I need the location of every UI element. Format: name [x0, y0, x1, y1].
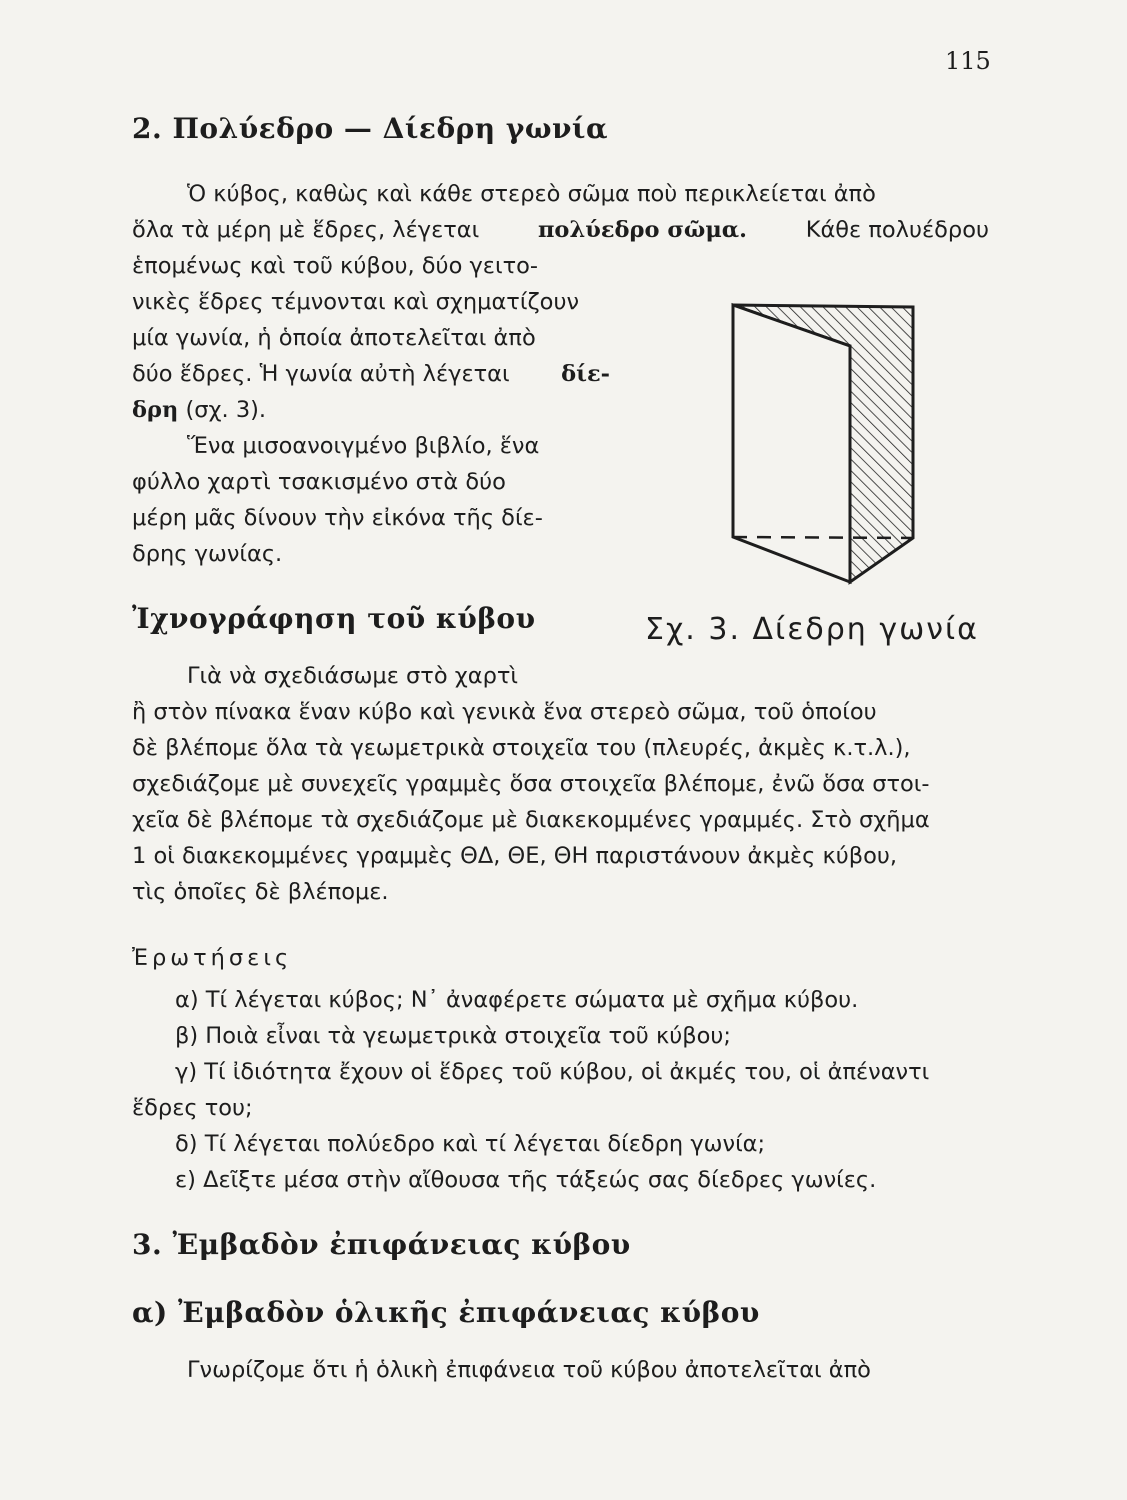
- section-2-p1-line3: ἑπομένως καὶ τοῦ κύβου, δύο γειτο-: [132, 253, 539, 279]
- text-line: δύο ἕδρες. Ἡ γωνία αὐτὴ λέγεται: [132, 361, 510, 387]
- text-line: Κάθε πολυέδρου: [805, 217, 989, 243]
- section-2-p1-line6: [132, 360, 610, 388]
- figure-caption: Σχ. 3. Δίεδρη γωνία: [645, 612, 979, 647]
- section-2-p1-line1: [187, 180, 989, 208]
- term-dihedral-2: δρη: [132, 397, 179, 423]
- question-c-line1: γ) Τί ἰδιότητα ἔχουν οἱ ἕδρες τοῦ κύβου, οἱ ἀκμές του, οἱ ἀπέναντι: [175, 1059, 930, 1085]
- section-2-p2-line2: φύλλο χαρτὶ τσακισμένο στὰ δύο: [132, 469, 506, 495]
- text-line: (σχ. 3).: [185, 397, 267, 423]
- section-2-p1-line7: [132, 396, 266, 424]
- question-c-line2: ἕδρες του;: [132, 1095, 253, 1121]
- section-2-p2-line1: Ἕνα μισοανοιγμένο βιβλίο, ἕνα: [187, 433, 540, 459]
- drawing-line7: τὶς ὁποῖες δὲ βλέπομε.: [132, 879, 389, 905]
- drawing-line3: δὲ βλέπομε ὅλα τὰ γεωμετρικὰ στοιχεῖα του (πλευρές, ἀκμὲς κ.τ.λ.),: [132, 735, 911, 761]
- text-line: Ὁ κύβος, καθὼς καὶ κάθε στερεὸ σῶμα ποὺ περικλείεται ἀπὸ: [187, 181, 876, 207]
- drawing-line1: Γιὰ νὰ σχεδιάσωμε στὸ χαρτὶ: [187, 663, 519, 689]
- section-3-subtitle: α) Ἐμβαδὸν ὁλικῆς ἐπιφάνειας κύβου: [132, 1296, 760, 1329]
- question-b: β) Ποιὰ εἶναι τὰ γεωμετρικὰ στοιχεῖα τοῦ κύβου;: [175, 1023, 731, 1049]
- drawing-line6: 1 οἱ διακεκομμένες γραμμὲς ΘΔ, ΘΕ, ΘΗ παριστάνουν ἀκμὲς κύβου,: [132, 843, 898, 869]
- drawing-line2: ἢ στὸν πίνακα ἕναν κύβο καὶ γενικὰ ἕνα στερεὸ σῶμα, τοῦ ὁποίου: [132, 699, 877, 725]
- section-3-title: 3. Ἐμβαδὸν ἐπιφάνειας κύβου: [132, 1228, 631, 1261]
- question-e: ε) Δεῖξτε μέσα στὴν αἴθουσα τῆς τάξεώς σας δίεδρες γωνίες.: [175, 1167, 877, 1193]
- section-3-line1: Γνωρίζομε ὅτι ἡ ὁλικὴ ἐπιφάνεια τοῦ κύβου ἀποτελεῖται ἀπὸ: [187, 1357, 871, 1383]
- front-page: [733, 305, 850, 582]
- section-2-p1-line4: νικὲς ἕδρες τέμνονται καὶ σχηματίζουν: [132, 289, 580, 315]
- section-2-p2-line3: μέρη μᾶς δίνουν τὴν εἰκόνα τῆς δίε-: [132, 505, 543, 531]
- page-number: 115: [945, 47, 991, 75]
- questions-heading: Ἐρωτήσεις: [132, 945, 293, 971]
- drawing-line5: χεῖα δὲ βλέπομε τὰ σχεδιάζομε μὲ διακεκομμένες γραμμές. Στὸ σχῆμα: [132, 807, 930, 833]
- term-polyhedron: πολύεδρο σῶμα.: [537, 217, 747, 243]
- drawing-title: Ἰχνογράφηση τοῦ κύβου: [132, 602, 536, 635]
- section-2-p2-line4: δρης γωνίας.: [132, 541, 283, 567]
- section-2-title: 2. Πολύεδρο — Δίεδρη γωνία: [132, 112, 609, 145]
- term-dihedral-1: δίε-: [561, 361, 610, 387]
- section-2-p1-line5: μία γωνία, ἡ ὁποία ἀποτελεῖται ἀπὸ: [132, 325, 536, 351]
- dihedral-angle-figure: [720, 295, 925, 585]
- drawing-line4: σχεδιάζομε μὲ συνεχεῖς γραμμὲς ὅσα στοιχεῖα βλέπομε, ἐνῶ ὅσα στοι-: [132, 771, 930, 797]
- question-a: α) Τί λέγεται κύβος; Ν᾽ ἀναφέρετε σώματα μὲ σχῆμα κύβου.: [175, 987, 859, 1013]
- section-2-p1-line2: [132, 216, 989, 244]
- question-d: δ) Τί λέγεται πολύεδρο καὶ τί λέγεται δίεδρη γωνία;: [175, 1131, 766, 1157]
- text-line: ὅλα τὰ μέρη μὲ ἕδρες, λέγεται: [132, 217, 480, 243]
